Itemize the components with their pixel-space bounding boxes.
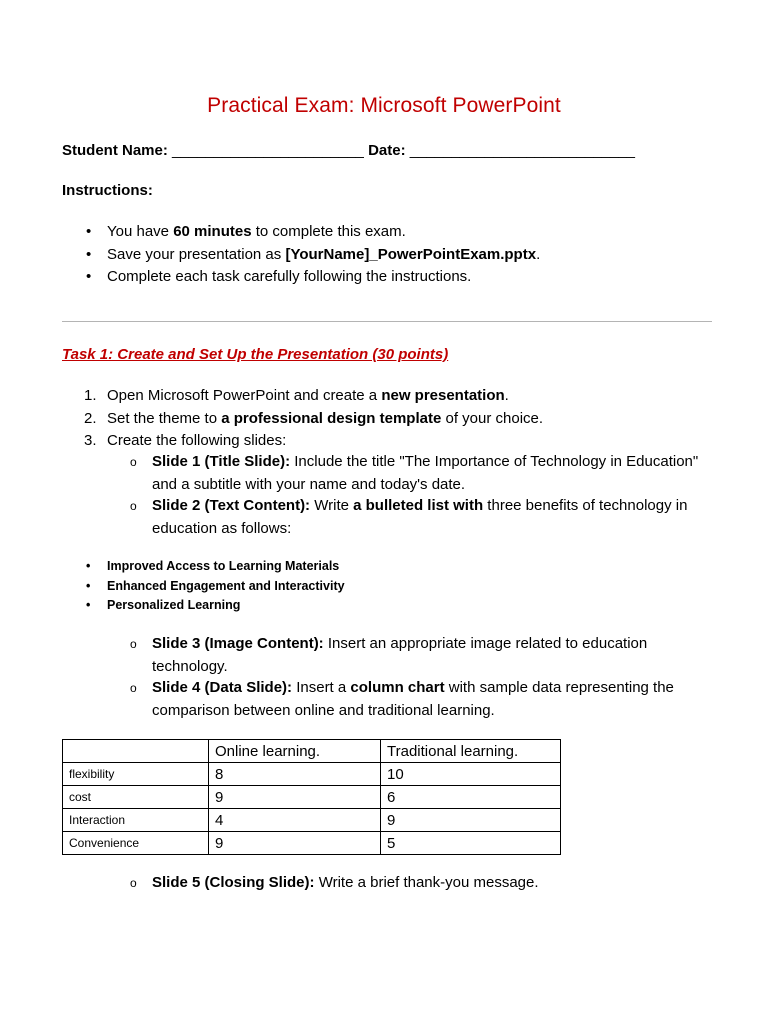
table-cell: 9 [381, 809, 561, 832]
step-item: 2. Set the theme to a professional design template of your choice. [84, 409, 544, 427]
benefit-item: • Improved Access to Learning Materials [62, 557, 345, 577]
table-header-cell: Online learning. [209, 740, 381, 763]
table-row [63, 832, 561, 855]
table-header-row [63, 740, 561, 763]
table-cell: cost [63, 786, 209, 809]
date-label: Date: [368, 142, 406, 159]
table-header-cell [63, 740, 209, 763]
table-row [63, 809, 561, 832]
hollow-bullet-icon: o [130, 876, 137, 890]
hollow-bullet-icon: o [130, 637, 137, 651]
table-header-cell: Traditional learning. [381, 740, 561, 763]
table-cell: 10 [381, 763, 561, 786]
instructions-list [62, 221, 722, 289]
instructions-heading: Instructions: [62, 182, 153, 199]
page-title: Practical Exam: Microsoft PowerPoint [207, 94, 561, 117]
slide-1-item: o Slide 1 (Title Slide): Include the title "The Importance of Technology in Education" and a subtitle with your name and today's date. [130, 453, 699, 493]
table-row [63, 786, 561, 809]
hollow-bullet-icon: o [130, 681, 137, 695]
instruction-item: • Save your presentation as [YourName]_PowerPointExam.pptx. [62, 244, 722, 267]
slide-4-item: o Slide 4 (Data Slide): Insert a column chart with sample data representing the comparison between online and traditional learning. [130, 679, 674, 719]
instruction-item: • Complete each task carefully following the instructions. [62, 266, 722, 289]
section-divider [62, 321, 712, 322]
benefits-list [62, 557, 345, 616]
table-cell: 5 [381, 832, 561, 855]
slide-3-item: o Slide 3 (Image Content): Insert an appropriate image related to education technology. [130, 635, 648, 675]
benefit-item: • Personalized Learning [62, 596, 345, 616]
slide-2-item: o Slide 2 (Text Content): Write a bulleted list with three benefits of technology in education as follows: [130, 497, 688, 537]
date-blank: ___________________________ [409, 142, 635, 159]
step-item: 1. Open Microsoft PowerPoint and create a new presentation. [84, 387, 509, 404]
table-row [63, 763, 561, 786]
benefit-item: • Enhanced Engagement and Interactivity [62, 577, 345, 597]
student-info-line [62, 142, 635, 159]
hollow-bullet-icon: o [130, 499, 137, 513]
step-item: 3. Create the following slides: [84, 432, 287, 449]
table-cell: 8 [209, 763, 381, 786]
comparison-table [62, 739, 561, 855]
table-cell: 9 [209, 786, 381, 809]
table-cell: Interaction [63, 809, 209, 832]
task1-steps [62, 385, 722, 453]
table-cell: flexibility [63, 763, 209, 786]
instruction-item: • You have 60 minutes to complete this exam. [62, 221, 722, 244]
student-name-blank: _______________________ [172, 142, 364, 159]
student-name-label: Student Name: [62, 142, 168, 159]
table-cell: Convenience [63, 832, 209, 855]
table-cell: 4 [209, 809, 381, 832]
hollow-bullet-icon: o [130, 455, 137, 469]
task1-heading: Task 1: Create and Set Up the Presentation (30 points) [62, 346, 449, 363]
table-cell: 6 [381, 786, 561, 809]
table-cell: 9 [209, 832, 381, 855]
slide-5-item: o Slide 5 (Closing Slide): Write a brief thank-you message. [152, 872, 722, 895]
